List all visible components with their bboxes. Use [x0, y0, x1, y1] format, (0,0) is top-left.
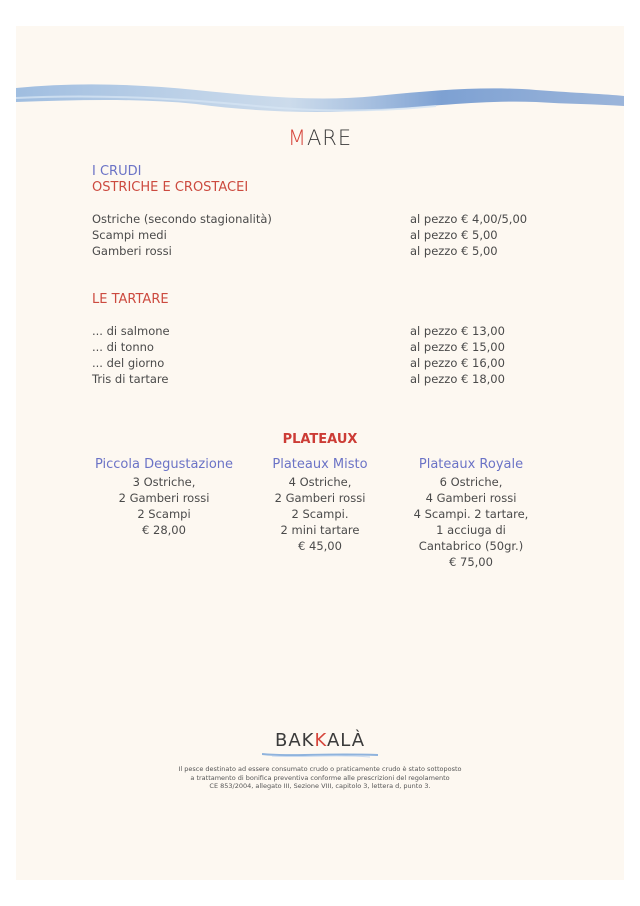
plateau-line: Cantabrico (50gr.): [418, 539, 524, 553]
item-name: Tris di tartare: [92, 372, 169, 386]
plateau-line: 2 Scampi: [137, 507, 191, 521]
plateau-card: [260, 456, 380, 554]
plateau-card: [82, 456, 246, 538]
item-price: al pezzo € 4,00/5,00: [410, 212, 528, 226]
plateau-line: 2 mini tartare: [280, 523, 360, 537]
plateau-line: 4 Gamberi rossi: [425, 491, 517, 505]
watercolor-wave: [16, 78, 624, 122]
title-rest: ARE: [306, 126, 353, 150]
item-price: al pezzo € 15,00: [410, 340, 505, 354]
logo-text-2: ALÀ: [326, 730, 366, 751]
item-name: ... del giorno: [92, 356, 165, 370]
title-initial: M: [287, 126, 307, 150]
plateau-price: € 45,00: [298, 539, 342, 553]
plateau-line: 6 Ostriche,: [439, 475, 503, 489]
note-line: Il pesce destinato ad essere consumato crudo o praticamente crudo è stato sottoposto: [178, 765, 462, 773]
plateaux-heading: PLATEAUX: [282, 432, 358, 447]
plateau-line: 1 acciuga di: [436, 523, 506, 537]
tartare-heading: LE TARTARE: [92, 292, 169, 307]
note-line: CE 853/2004, allegato III, Sezione VIII, capitolo 3, lettera d, punto 3.: [209, 782, 431, 790]
page-title: [0, 126, 640, 150]
brand-logo: [0, 730, 640, 751]
plateau-price: € 75,00: [449, 555, 493, 569]
plateau-title: Plateaux Misto: [272, 457, 368, 472]
item-price: al pezzo € 16,00: [410, 356, 505, 370]
plateau-title: Plateaux Royale: [418, 457, 524, 472]
item-price: al pezzo € 18,00: [410, 372, 505, 386]
plateau-title: Piccola Degustazione: [94, 457, 234, 472]
item-name: Scampi medi: [92, 228, 167, 242]
item-price: al pezzo € 5,00: [410, 228, 498, 242]
food-safety-note: [0, 765, 640, 791]
logo-text-1: BAK: [274, 730, 315, 751]
plateau-line: 4 Scampi. 2 tartare,: [413, 507, 529, 521]
logo-text-accent: K: [314, 730, 327, 751]
item-name: ... di tonno: [92, 340, 154, 354]
plateau-card: [402, 456, 540, 570]
plateau-line: 3 Ostriche,: [132, 475, 196, 489]
plateau-line: 4 Ostriche,: [288, 475, 352, 489]
note-line: a trattamento di bonifica preventiva conforme alle prescrizioni del regolamento: [190, 773, 450, 782]
item-name: Gamberi rossi: [92, 244, 172, 258]
item-price: al pezzo € 5,00: [410, 244, 498, 258]
item-price: al pezzo € 13,00: [410, 324, 505, 338]
plateau-line: 2 Scampi.: [291, 507, 349, 521]
item-name: ... di salmone: [92, 324, 170, 338]
logo-wave-icon: [262, 752, 378, 758]
plateau-line: 2 Gamberi rossi: [274, 491, 366, 505]
item-name: Ostriche (secondo stagionalità): [92, 212, 272, 226]
crudi-subheading: OSTRICHE E CROSTACEI: [92, 180, 249, 195]
crudi-heading: I CRUDI: [92, 164, 142, 179]
plateau-line: 2 Gamberi rossi: [118, 491, 210, 505]
plateau-price: € 28,00: [142, 523, 186, 537]
